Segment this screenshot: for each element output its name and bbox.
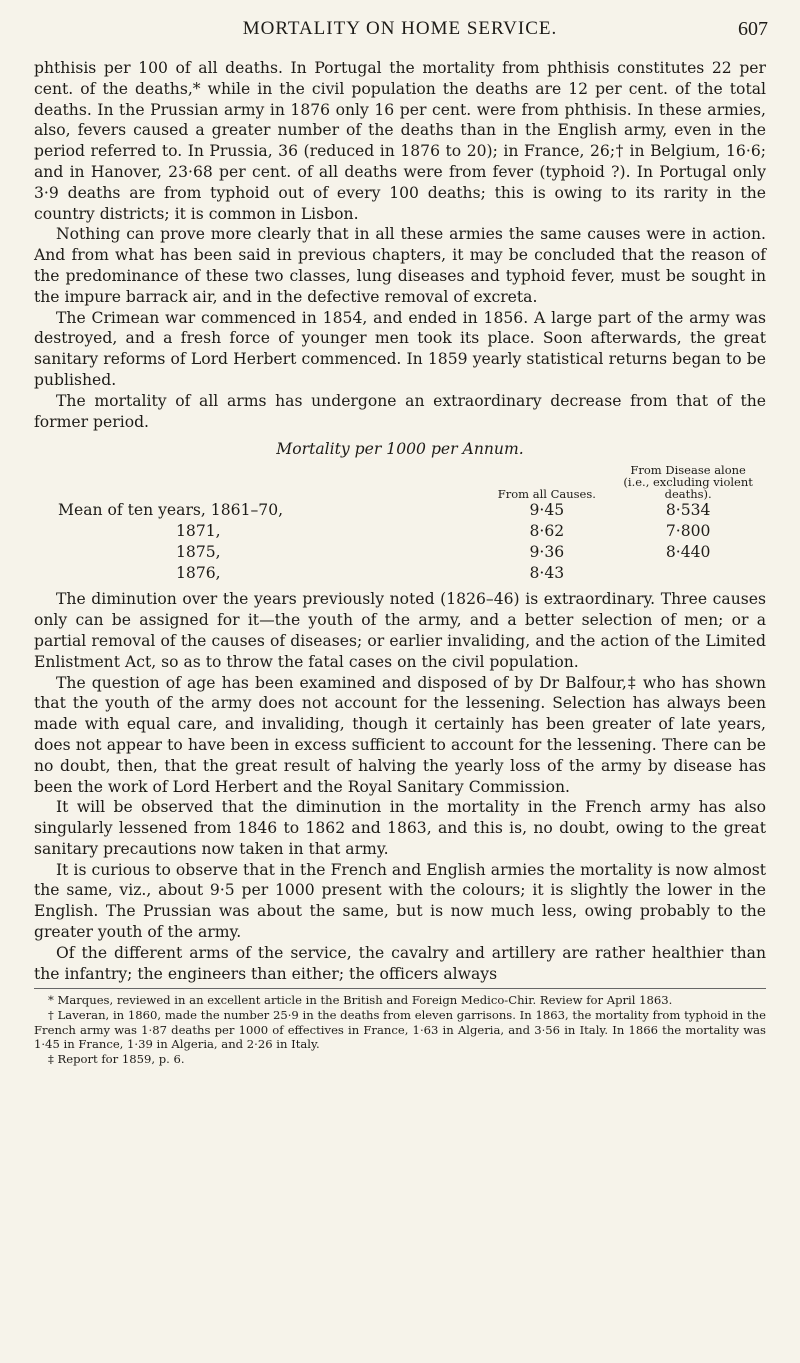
table-title: Mortality per 1000 per Annum. [276, 440, 524, 459]
table-row [52, 521, 766, 542]
table-header-disease: From Disease alone (i.e., excluding violent deaths). [623, 463, 753, 502]
row-all-causes: 8·62 [529, 521, 565, 540]
row-label: Mean of ten years, 1861–70, [58, 501, 284, 520]
table-header-all-causes: From all Causes. [497, 487, 596, 502]
paragraph: It is curious to observe that in the French and English armies the mortality is now almost the same, viz., about 9·5 per 1000 present with the colours; it is slightly the lower in the English. The Prussian was about the same, but is now much less, owing probably to the greater youth of the army. [34, 860, 766, 942]
row-disease: 8·534 [665, 501, 711, 520]
footnote: † Laveran, in 1860, made the number 25·9 in the deaths from eleven garrisons. In 1863, the mortality from typhoid in the French army was 1·87 deaths per 1000 of effectives in France, 1·63 in Algeria, and 3·56 in Italy. In 1866 the mortality was 1·45 in France, 1·39 in Algeria, and 2·26 in Italy. [34, 1008, 766, 1052]
paragraph: phthisis per 100 of all deaths. In Portugal the mortality from phthisis constitutes 22 per cent. of the deaths,* while in the civil population the deaths are 12 per cent. of the total deaths. In the Prussian army in 1876 only 16 per cent. were from phthisis. In these armies, also, fevers caused a greater number of the deaths than in the English army, even in the period referred to. In Prussia, 36 (reduced in 1876 to 20); in France, 26;† in Belgium, 16·6; and in Hanover, 23·68 per cent. of all deaths were from fever (typhoid ?). In Portugal only 3·9 deaths are from typhoid out of every 100 deaths; this is owing to its rarity in the country districts; it is common in Lisbon. [34, 59, 766, 223]
row-label: 1871, [176, 521, 221, 540]
paragraph: It will be observed that the diminution in the mortality in the French army has also singularly lessened from 1846 to 1862 and 1863, and this is, no doubt, owing to the great sanitary precautions now taken in that army. [34, 798, 766, 858]
footnotes [34, 988, 766, 1066]
row-label: 1876, [176, 563, 221, 582]
paragraph: The diminution over the years previously noted (1826–46) is extraordinary. Three causes only can be assigned for it—the youth of the army, and a better selection of men; or a partial removal of the causes of diseases; or earlier invaliding, and the action of the Limited Enlistment Act, so as to throw the fatal cases on the civil population. [34, 590, 766, 671]
table-header-row [52, 464, 766, 500]
row-all-causes: 9·36 [529, 542, 565, 561]
row-disease: 7·800 [665, 521, 711, 540]
table-header-label [52, 464, 483, 500]
footnote: * Marques, reviewed in an excellent article in the British and Foreign Medico-Chir. Review for April 1863. [48, 993, 673, 1008]
mortality-table [52, 464, 766, 583]
page-header [0, 18, 800, 44]
table-row [52, 563, 766, 584]
page-number: 607 [738, 18, 768, 40]
footnote: ‡ Report for 1859, p. 6. [48, 1051, 185, 1066]
table-row [52, 542, 766, 563]
paragraph: The Crimean war commenced in 1854, and ended in 1856. A large part of the army was destroyed, and a fresh force of younger men took its place. Soon afterwards, the great sanitary reforms of Lord Herbert commenced. In 1859 yearly statistical returns began to be published. [34, 308, 766, 389]
paragraph: The mortality of all arms has undergone an extraordinary decrease from that of the former period. [34, 391, 766, 431]
paragraph: Of the different arms of the service, the cavalry and artillery are rather healthier than the infantry; the engineers than either; the officers always [34, 943, 766, 983]
row-all-causes: 9·45 [529, 501, 565, 520]
paragraph: The question of age has been examined and disposed of by Dr Balfour,‡ who has shown that the youth of the army does not account for the lessening. Selection has always been made with equal care, and invaliding, though it certainly has been greater of late years, does not appear to have been in excess sufficient to account for the lessening. There can be no doubt, then, that the great result of halving the yearly loss of the army by disease has been the work of Lord Herbert and the Royal Sanitary Commission. [34, 673, 766, 796]
row-disease [610, 563, 766, 584]
paragraph: Nothing can prove more clearly that in all these armies the same causes were in action. And from what has been said in previous chapters, it may be concluded that the reason of the predominance of these two classes, lung diseases and typhoid fever, must be sought in the impure barrack air, and in the defective removal of excreta. [34, 225, 766, 306]
running-head: MORTALITY ON HOME SERVICE. [242, 18, 558, 39]
row-label: 1875, [176, 542, 221, 561]
page-body [34, 58, 766, 1066]
table-row [52, 500, 766, 521]
row-all-causes: 8·43 [529, 563, 565, 582]
row-disease: 8·440 [665, 542, 711, 561]
